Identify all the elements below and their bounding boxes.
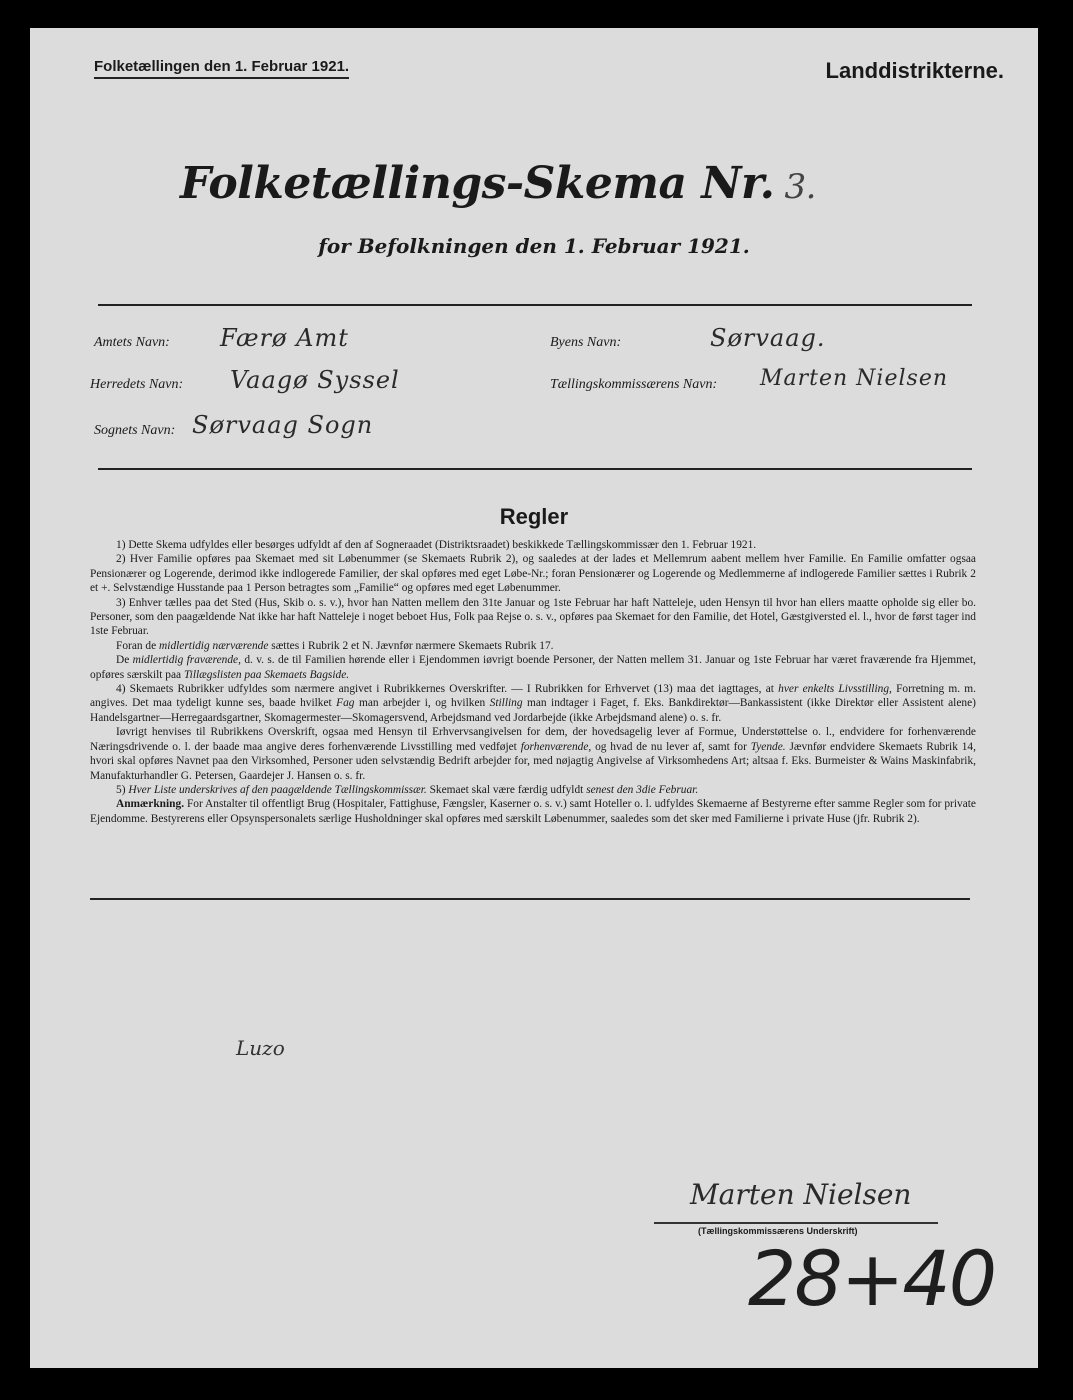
amtets-label: Amtets Navn: [94,335,170,350]
rule-note: Anmærkning. For Anstalter til offentligt Brug (Hospitaler, Fattighuse, Fængsler, Kaserner o. s. v.) samt Hoteller o. l. udfyldes Skemaerne af Bestyrerne efter samme Regler som for private Ejendomme. Bestyrerens eller Opsynspersonalets særlige Husholdninger skal opføres med særskilt Løbenummer, saaledes som det sker med Familierne i private Huse (jfr. Rubrik 2). [90,798,976,825]
herredets-label: Herredets Navn: [90,377,184,392]
rule-3: 3) Enhver tælles paa det Sted (Hus, Skib o. s. v.), hvor han Natten mellem den 31te Januar og 1ste Februar har haft Natteleje, uden Hensyn til hvor han ellers maatte opholde sig eller bo. Personer, som den paagældende Nat ikke har haft Natteleje i noget beboet Hus, Folk paa Rejse o. s. v., opføres paa Skemaet for den Familie, det Hotel, Gæstgiversted el. l., hvor de først tager ind 1ste Februar. [90,596,976,638]
rules-body [90,538,976,826]
rule-2: 2) Hver Familie opføres paa Skemaet med sit Løbenummer (se Skemaets Rubrik 2), og saaledes at der lades et Mellemrum aabent mellem hver Familie. En Familie omfatter ogsaa Pensionærer og Logerende, derimod ikke indlogerede Familier, der skal opføres med eget Løbe-Nr.; foran Pensionærer og Logerende og Medlemmerne af indlogerede Familier sættes i Rubrik 2 et +. Selvstændige Husstande paa 1 Person betragtes som „Familie“ og opføres med eget Løbenummer. [90,553,976,595]
census-date-header: Folketællingen den 1. Februar 1921. [94,58,349,79]
sognets-label: Sognets Navn: [94,423,176,438]
rule-4: 4) Skemaets Rubrikker udfyldes som nærmere angivet i Rubrikkernes Overskrifter. — I Rubrikken for Erhvervet (13) maa det iagttages, at hver enkelts Livsstilling, Forretning m. m. angives. Det maa tydeligt kunne ses, baade hvilket Fag man arbejder i, og hvilken Stilling man indtager i Faget, f. Eks. Bankdirektør—Bankassistent (ikke Direktør eller Assistent alene) Handelsgartner—Herregaardsgartner, Skomagermester—Skomagersvend, Arbejdsmand ved Jordarbejde (ikke Arbejdsmand alene) o. s. fr. [90,683,976,724]
byens-label: Byens Navn: [550,335,622,350]
kommissaer-label: Tællingskommissærens Navn: [550,377,718,392]
byens-value: Sørvaag. [710,324,826,352]
signature-line [654,1222,938,1224]
rule-5: 5) Hver Liste underskrives af den paagældende Tællingskommissær. Skemaet skal være færdig udfyldt senest den 3die Februar. [116,783,699,796]
herredets-value: Vaagø Syssel [230,366,400,394]
rules-bottom-divider [90,898,970,900]
form-number-handwritten: 3. [784,167,816,207]
handwritten-smudge: Luzo [236,1036,285,1060]
kommissaer-value: Marten Nielsen [760,366,949,391]
commissioner-signature: Marten Nielsen [690,1178,912,1211]
rule-1: 1) Dette Skema udfyldes eller besørges udfyldt af den af Sogneraadet (Distriktsraadet) beskikkede Tællingskommissær den 1. Februar 1921. [116,539,757,551]
rule-3b: Foran de midlertidig nærværende sættes i Rubrik 2 et N. Jævnfør nærmere Skemaets Rubrik 17. [116,639,554,652]
amtets-value: Færø Amt [220,324,349,352]
top-divider [98,304,972,306]
rule-4b: Iøvrigt henvises til Rubrikkens Overskrift, ogsaa med Hensyn til Erhvervsangivelsen for dem, der hovedsagelig lever af Formue, Understøttelse o. l., endvidere for forhenværende Næringsdrivende o. l. der baade maa angive deres forhenværende Livsstilling med vedføjet forhenværende, og hvad de nu lever af, samt for Tyende. Jævnfør endvidere Skemaets Rubrik 14, hvori skal opføres Navnet paa den Virksomhed, Personer uden selvstændig Bedrift arbejder for, med nøjagtig Angivelse af Virksomhedens Art; altsaa f. Eks. Burmeister & Wains Maskinfabrik, Manufakturhandler G. Petersen, Gaardejer J. Hansen o. s. fr. [90,726,976,782]
signature-caption: (Tællingskommissærens Underskrift) [698,1226,858,1236]
sognets-value: Sørvaag Sogn [192,411,374,439]
census-form-page [30,28,1038,1368]
archive-number: 28+40 [748,1234,996,1323]
form-subtitle: for Befolkningen den 1. Februar 1921. [318,234,750,258]
fields-divider [98,468,972,470]
district-type-header: Landdistrikterne. [825,58,1004,83]
form-title [180,158,816,209]
rules-heading: Regler [499,504,569,529]
rule-3c: De midlertidig fraværende, d. v. s. de til Familien hørende eller i Ejendommen iøvrigt boende Personer, der Natten mellem 31. Januar og 1ste Februar har været fraværende fra Hjemmet, opføres særskilt paa Tillægslisten paa Skemaets Bagside. [90,654,976,681]
form-title-text: Folketællings-Skema Nr. [180,158,775,209]
